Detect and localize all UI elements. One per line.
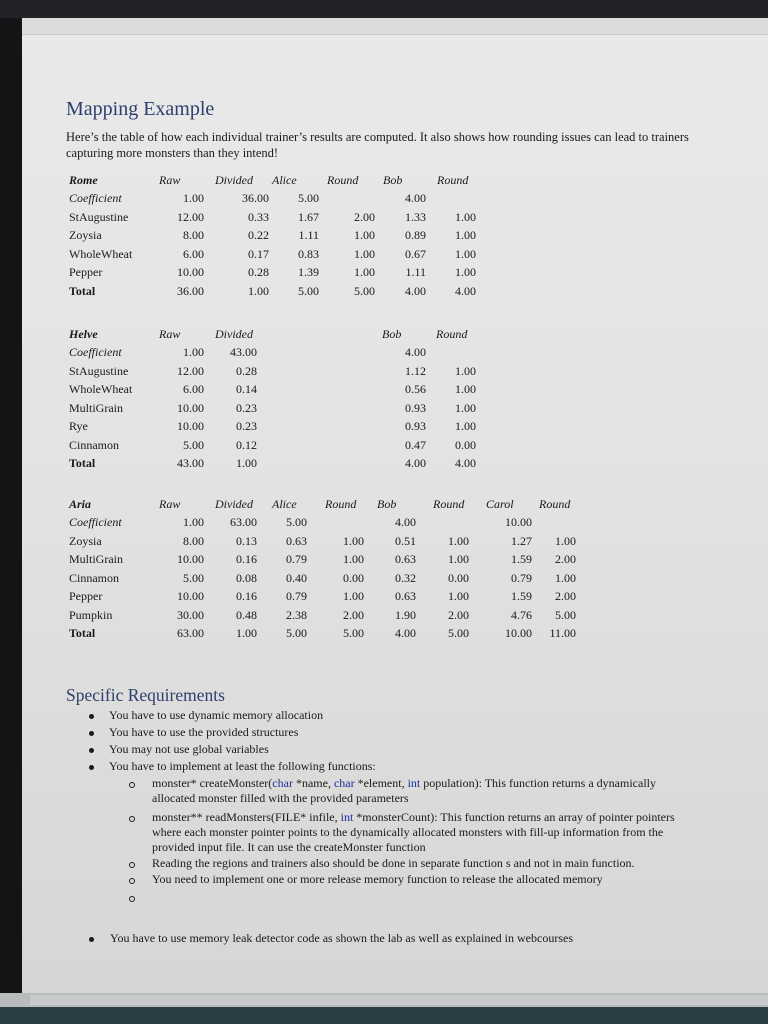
requirements-heading: Specific Requirements — [66, 685, 225, 705]
table-cell: 6.00 — [183, 382, 204, 396]
spec-text: *element, — [354, 776, 408, 790]
table-cell: 5.00 — [555, 607, 576, 622]
function-spec-create-monster — [152, 776, 656, 791]
table-cell: 10.00 — [177, 589, 204, 603]
table-region-name: Rome — [69, 173, 98, 187]
table-header-cell: Divided — [215, 497, 253, 511]
requirement-item: You have to use the provided structures — [109, 725, 299, 739]
table-cell: 4.00 — [395, 515, 416, 529]
table-cell: 10.00 — [177, 552, 204, 566]
spec-item: Reading the regions and trainers also should be done in separate function s and not in main function. — [152, 856, 635, 870]
table-cell: 0.28 — [248, 265, 269, 279]
function-spec-read-monsters — [152, 810, 675, 825]
table-cell: 43.00 — [230, 345, 257, 359]
table-header-cell: Round — [539, 497, 571, 511]
table-cell: 10.00 — [177, 265, 204, 279]
table-cell: 63.00 — [230, 515, 257, 529]
table-cell: 1.00 — [455, 382, 476, 396]
table-cell: 0.89 — [405, 228, 426, 242]
table-row-label: Zoysia — [69, 228, 102, 242]
table-row-label: StAugustine — [69, 209, 129, 224]
bullet-icon — [89, 748, 94, 753]
table-cell: 1.00 — [343, 552, 364, 566]
spec-text: population): This function returns a dynamically — [420, 776, 656, 790]
table-cell: 1.00 — [248, 283, 269, 298]
table-cell: 36.00 — [242, 191, 269, 205]
table-cell: 12.00 — [177, 363, 204, 378]
table-cell: 5.00 — [298, 283, 319, 298]
monitor-bezel-top — [0, 0, 768, 18]
spec-continuation: allocated monster filled with the provided parameters — [152, 791, 409, 805]
table-cell: 5.00 — [354, 283, 375, 298]
table-cell: 1.00 — [236, 626, 257, 640]
table-cell: 1.00 — [455, 400, 476, 415]
table-cell: 4.00 — [455, 283, 476, 298]
table-cell: 0.16 — [236, 552, 257, 566]
table-cell: 0.79 — [511, 570, 532, 585]
table-header-cell: Round — [433, 497, 465, 511]
table-cell: 1.11 — [298, 228, 319, 242]
table-row-label: Pumpkin — [69, 607, 113, 622]
table-cell: 0.56 — [405, 382, 426, 396]
table-cell: 12.00 — [177, 209, 204, 224]
table-cell: 1.00 — [183, 191, 204, 205]
table-cell: 0.08 — [236, 570, 257, 585]
spec-text: *name, — [292, 776, 334, 790]
table-cell: 0.23 — [236, 419, 257, 433]
table-header-cell: Round — [325, 497, 357, 511]
table-row-label: Zoysia — [69, 533, 102, 548]
table-cell: 2.00 — [343, 607, 364, 622]
table-cell: 0.28 — [236, 363, 257, 378]
table-region-name: Helve — [69, 327, 98, 341]
table-cell: 0.47 — [405, 437, 426, 452]
document-page — [22, 18, 768, 993]
sub-bullet-icon — [129, 862, 135, 868]
table-cell: 1.59 — [511, 589, 532, 603]
table-cell: 1.00 — [455, 265, 476, 279]
table-row-label: Coefficient — [69, 191, 122, 205]
table-cell: 0.93 — [405, 400, 426, 415]
table-cell: 1.67 — [298, 209, 319, 224]
table-cell: 1.00 — [343, 533, 364, 548]
requirement-item: You have to use memory leak detector code as shown the lab as well as explained in webcourses — [110, 931, 573, 945]
table-cell: 2.00 — [448, 607, 469, 622]
table-cell: 0.51 — [395, 533, 416, 548]
spec-text: monster** readMonsters(FILE* infile, — [152, 810, 341, 824]
table-cell: 0.14 — [236, 382, 257, 396]
table-cell: 5.00 — [298, 191, 319, 205]
table-cell: 5.00 — [286, 515, 307, 529]
table-cell: 1.00 — [455, 228, 476, 242]
table-cell: 1.00 — [448, 552, 469, 566]
spec-continuation: provided input file. It can use the createMonster function — [152, 840, 426, 854]
table-cell: 11.00 — [549, 626, 576, 640]
table-cell: 63.00 — [177, 626, 204, 640]
table-cell: 0.00 — [343, 570, 364, 585]
table-cell: 1.12 — [405, 363, 426, 378]
table-cell: 1.90 — [395, 607, 416, 622]
table-cell: 0.67 — [405, 246, 426, 261]
table-row-label: WholeWheat — [69, 246, 133, 261]
table-row-label: Pepper — [69, 265, 103, 279]
table-cell: 0.23 — [236, 400, 257, 415]
table-cell: 5.00 — [286, 626, 307, 640]
sub-bullet-icon — [129, 816, 135, 822]
table-cell: 1.00 — [455, 209, 476, 224]
table-header-cell: Carol — [486, 497, 514, 511]
table-cell: 6.00 — [183, 246, 204, 261]
table-cell: 1.00 — [555, 533, 576, 548]
table-cell: 1.00 — [354, 246, 375, 261]
requirement-item: You have to implement at least the following functions: — [109, 759, 376, 773]
table-cell: 10.00 — [177, 419, 204, 433]
table-cell: 0.79 — [286, 552, 307, 566]
keyword: int — [407, 776, 421, 790]
keyword: char — [333, 776, 355, 790]
table-cell: 0.17 — [248, 246, 269, 261]
table-cell: 0.32 — [395, 570, 416, 585]
table-cell: 1.27 — [511, 533, 532, 548]
spec-text: monster* createMonster( — [152, 776, 273, 790]
table-cell: 0.33 — [248, 209, 269, 224]
table-cell: 1.33 — [405, 209, 426, 224]
table-cell: 1.00 — [236, 456, 257, 470]
table-header-cell: Raw — [159, 327, 181, 341]
table-cell: 36.00 — [177, 283, 204, 298]
table-region-name: Aria — [69, 497, 92, 511]
table-cell: 0.40 — [286, 570, 307, 585]
table-cell: 0.48 — [236, 607, 257, 622]
table-cell: 0.22 — [248, 228, 269, 242]
table-cell: 0.63 — [395, 589, 416, 603]
table-header-cell: Bob — [382, 327, 402, 341]
table-cell: 0.16 — [236, 589, 257, 603]
table-cell: 10.00 — [505, 626, 532, 640]
table-header-cell: Divided — [215, 173, 253, 187]
table-cell: 0.63 — [286, 533, 307, 548]
table-cell: 1.00 — [183, 345, 204, 359]
table-cell: 8.00 — [183, 533, 204, 548]
sub-bullet-icon — [129, 896, 135, 902]
bullet-icon — [89, 731, 94, 736]
table-row-label: Rye — [69, 419, 88, 433]
table-row-label: MultiGrain — [69, 552, 123, 566]
table-cell: 4.76 — [511, 607, 532, 622]
table-cell: 0.83 — [298, 246, 319, 261]
table-cell: 1.39 — [298, 265, 319, 279]
table-cell: 10.00 — [177, 400, 204, 415]
table-cell: 10.00 — [505, 515, 532, 529]
table-row-label: Total — [69, 456, 96, 470]
bullet-icon — [89, 765, 94, 770]
table-cell: 1.00 — [354, 265, 375, 279]
table-cell: 1.00 — [455, 419, 476, 433]
table-cell: 1.00 — [455, 363, 476, 378]
table-cell: 0.93 — [405, 419, 426, 433]
table-cell: 4.00 — [405, 456, 426, 470]
table-header-cell: Alice — [272, 173, 297, 187]
table-row-label: Total — [69, 626, 96, 640]
table-cell: 1.59 — [511, 552, 532, 566]
requirement-item: You may not use global variables — [109, 742, 269, 756]
table-cell: 5.00 — [343, 626, 364, 640]
sub-bullet-icon — [129, 782, 135, 788]
table-cell: 43.00 — [177, 456, 204, 470]
table-header-cell: Round — [436, 327, 468, 341]
table-header-cell: Bob — [377, 497, 397, 511]
table-cell: 5.00 — [183, 570, 204, 585]
window-top-bar — [22, 18, 768, 35]
table-cell: 4.00 — [395, 626, 416, 640]
table-cell: 1.11 — [405, 265, 426, 279]
table-cell: 1.00 — [183, 515, 204, 529]
table-cell: 0.00 — [455, 437, 476, 452]
table-cell: 0.79 — [286, 589, 307, 603]
table-cell: 2.00 — [555, 589, 576, 603]
table-cell: 5.00 — [448, 626, 469, 640]
table-cell: 1.00 — [448, 589, 469, 603]
table-row-label: Total — [69, 283, 96, 298]
table-cell: 1.00 — [343, 589, 364, 603]
table-cell: 2.00 — [354, 209, 375, 224]
table-header-cell: Round — [327, 173, 359, 187]
table-cell: 5.00 — [183, 437, 204, 452]
document-title: Mapping Example — [66, 98, 215, 120]
intro-paragraph: Here’s the table of how each individual trainer’s results are computed. It also shows how rounding issues can lead to trainers capturing more monsters than they intend! — [66, 130, 689, 160]
table-cell: 0.13 — [236, 533, 257, 548]
table-header-cell: Raw — [159, 497, 181, 511]
table-row-label: Cinnamon — [69, 437, 119, 452]
table-cell: 2.38 — [286, 607, 307, 622]
table-cell: 0.12 — [236, 437, 257, 452]
keyword: int — [340, 810, 354, 824]
bullet-icon — [89, 714, 94, 719]
table-cell: 1.00 — [455, 246, 476, 261]
table-cell: 1.00 — [448, 533, 469, 548]
table-cell: 0.00 — [448, 570, 469, 585]
table-cell: 30.00 — [177, 607, 204, 622]
requirement-item: You have to use dynamic memory allocation — [109, 708, 324, 722]
table-cell: 1.00 — [555, 570, 576, 585]
keyword: char — [272, 776, 293, 790]
table-cell: 8.00 — [183, 228, 204, 242]
table-cell: 4.00 — [405, 191, 426, 205]
spec-text: *monsterCount): This function returns an array of pointer pointers — [353, 810, 675, 824]
table-header-cell: Raw — [159, 173, 181, 187]
table-header-cell: Alice — [272, 497, 297, 511]
table-cell: 2.00 — [555, 552, 576, 566]
table-row-label: MultiGrain — [69, 400, 123, 415]
table-cell: 1.00 — [354, 228, 375, 242]
spec-item: You need to implement one or more release memory function to release the allocated memory — [152, 872, 603, 886]
table-row-label: Pepper — [69, 589, 103, 603]
table-header-cell: Bob — [383, 173, 403, 187]
table-row-label: Coefficient — [69, 515, 122, 529]
table-cell: 4.00 — [455, 456, 476, 470]
table-cell: 4.00 — [405, 283, 426, 298]
window-bottom-edge — [30, 995, 768, 1005]
table-cell: 4.00 — [405, 345, 426, 359]
table-row-label: Cinnamon — [69, 570, 119, 585]
table-row-label: WholeWheat — [69, 382, 133, 396]
table-row-label: Coefficient — [69, 345, 122, 359]
spec-continuation: where each monster pointer points to the dynamically allocated monsters with fill-up information from the — [152, 825, 664, 839]
bullet-icon — [89, 937, 94, 942]
sub-bullet-icon — [129, 878, 135, 884]
screen-bottom-strip — [0, 993, 768, 1024]
taskbar — [0, 1007, 768, 1024]
table-row-label: StAugustine — [69, 363, 129, 378]
table-cell: 0.63 — [395, 552, 416, 566]
monitor-bezel-left — [0, 0, 22, 1024]
table-header-cell: Round — [437, 173, 469, 187]
table-header-cell: Divided — [215, 327, 253, 341]
